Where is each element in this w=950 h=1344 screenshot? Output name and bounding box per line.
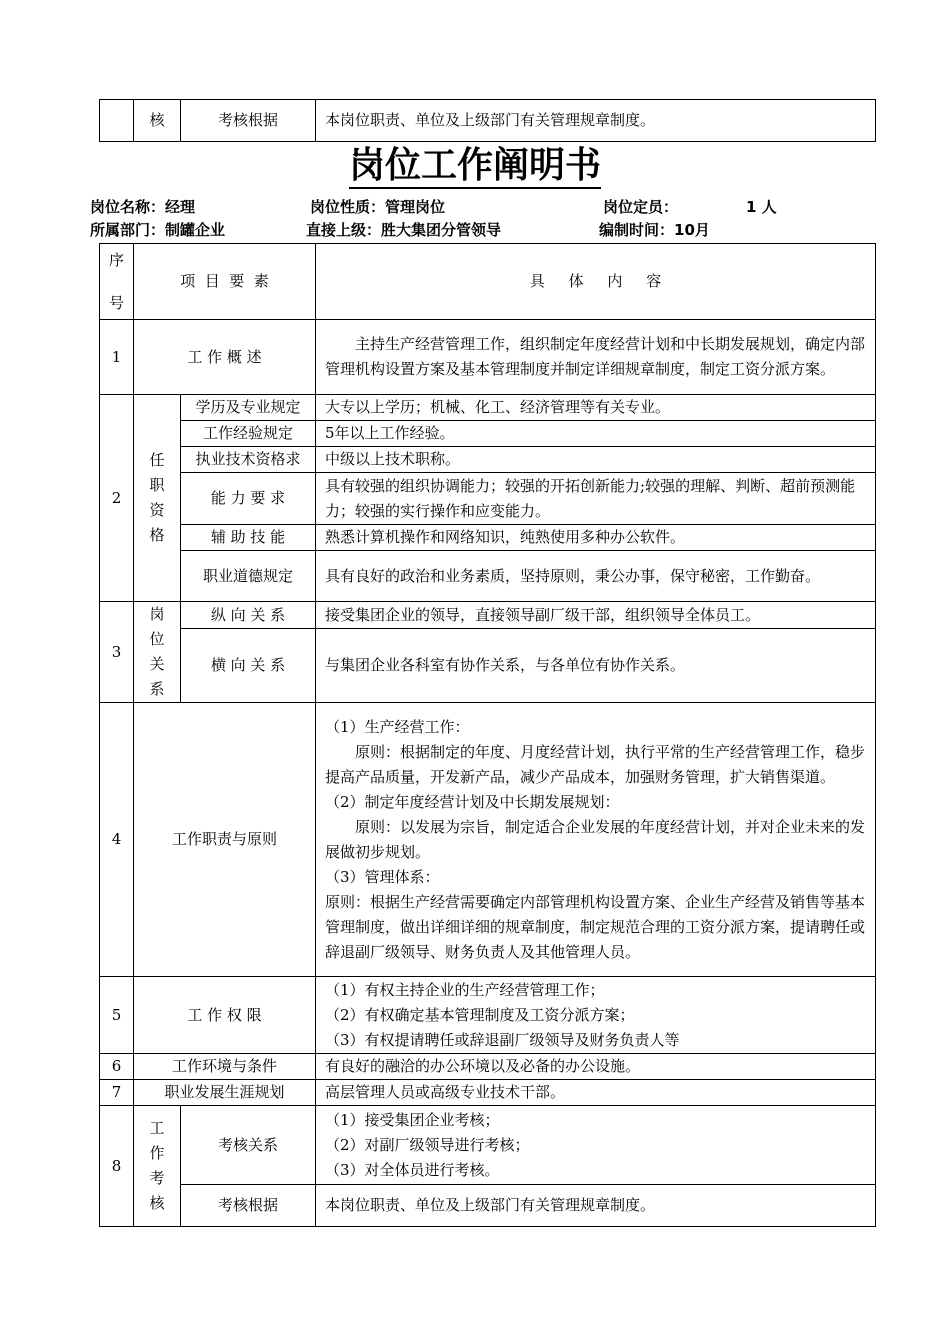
table-row (100, 473, 876, 525)
table-row (100, 447, 876, 473)
table-row (100, 395, 876, 421)
table-row (100, 602, 876, 629)
sub-content: 接受集团企业的领导，直接领导副厂级干部，组织领导全体员工。 (316, 602, 876, 629)
row-content-text: 主持生产经营管理工作，组织制定年度经营计划和中长期发展规划，确定内部管理机构设置方案及基本管理制度并制定详细规章制度，制定工资分派方案。 (325, 335, 866, 378)
row-item: 职业发展生涯规划 (134, 1080, 316, 1106)
header-seq-top: 序 (108, 250, 124, 269)
content-line: 原则：以发展为宗旨，制定适合企业发展的年度经营计划，并对企业未来的发展做初步规划。 (325, 817, 866, 861)
row-item: 工作环境与条件 (134, 1054, 316, 1080)
sub-content: 熟悉计算机操作和网络知识，纯熟使用多种办公软件。 (316, 525, 876, 551)
row-item: 工作职责与原则 (134, 703, 316, 977)
row-number: 8 (100, 1106, 134, 1227)
continuation-item-cell: 考核根据 (181, 100, 316, 142)
sub-item: 能 力 要 求 (181, 473, 316, 525)
position-nature: 岗位性质：管理岗位 (310, 198, 446, 216)
table-row (100, 421, 876, 447)
sub-content: 中级以上技术职称。 (316, 447, 876, 473)
table-row (100, 703, 876, 977)
group-label-relations (134, 602, 181, 703)
content-line: （2）对副厂级领导进行考核； (325, 1135, 530, 1154)
table-row (100, 525, 876, 551)
document-title (0, 143, 950, 187)
header-item: 项 目 要 素 (134, 244, 316, 320)
sub-item: 纵 向 关 系 (181, 602, 316, 629)
sub-item: 考核根据 (181, 1185, 316, 1227)
table-row (100, 1080, 876, 1106)
direct-superior: 直接上级：胜大集团分管领导 (306, 221, 502, 239)
table-row (100, 1185, 876, 1227)
group-char: 资 (149, 501, 165, 519)
table-header-row (100, 244, 876, 320)
row-content: 有良好的融洽的办公环境以及必备的办公设施。 (316, 1054, 876, 1080)
continuation-group-cell: 核 (134, 100, 181, 142)
row-number: 3 (100, 602, 134, 703)
table-row (100, 629, 876, 703)
row-content: 高层管理人员或高级专业技术干部。 (316, 1080, 876, 1106)
row-item: 工 作 权 限 (134, 977, 316, 1054)
row-number: 5 (100, 977, 134, 1054)
row-content (316, 703, 876, 977)
row-content (316, 977, 876, 1054)
table-row (100, 977, 876, 1054)
content-line: （3）对全体员进行考核。 (325, 1160, 500, 1179)
document-title-text: 岗位工作阐明书 (349, 144, 601, 189)
row-number: 7 (100, 1080, 134, 1106)
group-char: 系 (149, 680, 165, 698)
content-line: （3）管理体系： (325, 867, 440, 886)
content-line: 原则：根据制定的年度、月度经营计划，执行平常的生产经营管理工作，稳步提高产品质量，开发新产品，减少产品成本，加强财务管理，扩大销售渠道。 (325, 742, 866, 786)
row-number: 6 (100, 1054, 134, 1080)
group-char: 格 (149, 526, 165, 544)
sub-content: 与集团企业各科室有协作关系，与各单位有协作关系。 (316, 629, 876, 703)
sub-item: 执业技术资格求 (181, 447, 316, 473)
group-char: 位 (149, 630, 165, 648)
continuation-content-cell: 本岗位职责、单位及上级部门有关管理规章制度。 (316, 100, 876, 142)
sub-item: 工作经验规定 (181, 421, 316, 447)
header-content: 具 体 内 容 (316, 244, 876, 320)
table-row (100, 551, 876, 602)
group-char: 职 (149, 476, 165, 494)
group-char: 考 (149, 1169, 165, 1187)
row-number: 1 (100, 320, 134, 395)
sub-item: 学历及专业规定 (181, 395, 316, 421)
sub-content: 具有较强的组织协调能力；较强的开拓创新能力;较强的理解、判断、超前预测能力；较强的实行操作和应变能力。 (316, 473, 876, 525)
position-name: 岗位名称：经理 (90, 198, 196, 216)
group-char: 关 (149, 655, 165, 673)
table-row (100, 1106, 876, 1185)
content-line: （1）有权主持企业的生产经营管理工作； (325, 980, 605, 999)
group-char: 岗 (149, 605, 165, 623)
group-char: 工 (149, 1119, 165, 1137)
row-item: 工 作 概 述 (134, 320, 316, 395)
content-line: （1）生产经营工作： (325, 717, 470, 736)
row-content (316, 320, 876, 395)
compile-time: 编制时间：10月 (599, 221, 710, 239)
sub-content: 具有良好的政治和业务素质，坚持原则，秉公办事，保守秘密，工作勤奋。 (316, 551, 876, 602)
sub-content: 5年以上工作经验。 (316, 421, 876, 447)
table-row (100, 320, 876, 395)
sub-item: 辅 助 技 能 (181, 525, 316, 551)
row-number: 2 (100, 395, 134, 602)
group-char: 任 (149, 451, 165, 469)
position-quota-label: 岗位定员： (603, 198, 679, 216)
content-line: （2）有权确定基本管理制度及工资分派方案； (325, 1005, 635, 1024)
group-label-qualifications (134, 395, 181, 602)
continuation-seq-cell (100, 100, 134, 142)
content-line: （3）有权提请聘任或辞退副厂级领导及财务负责人等 (325, 1030, 680, 1049)
job-description-table (99, 243, 876, 1227)
header-seq (100, 244, 134, 320)
group-char: 作 (149, 1144, 165, 1162)
sub-item: 横 向 关 系 (181, 629, 316, 703)
table-row (100, 1054, 876, 1080)
group-label-assessment (134, 1106, 181, 1227)
row-number: 4 (100, 703, 134, 977)
sub-item: 职业道德规定 (181, 551, 316, 602)
sub-item: 考核关系 (181, 1106, 316, 1185)
sub-content: 大专以上学历；机械、化工、经济管理等有关专业。 (316, 395, 876, 421)
content-line: （1）接受集团企业考核； (325, 1110, 500, 1129)
department: 所属部门：制罐企业 (90, 221, 226, 239)
header-seq-bottom: 号 (108, 293, 124, 312)
position-quota-value: 1 人 (746, 198, 777, 216)
content-line: （2）制定年度经营计划及中长期发展规划： (325, 792, 620, 811)
content-line: 原则：根据生产经营需要确定内部管理机构设置方案、企业生产经营及销售等基本管理制度，做出详细详细的规章制度，制定规范合理的工资分派方案，提请聘任或辞退副厂级领导、财务负责人及其他管理人员。 (325, 892, 866, 961)
continuation-table (99, 99, 876, 142)
group-char: 核 (149, 1194, 165, 1212)
sub-content (316, 1106, 876, 1185)
sub-content: 本岗位职责、单位及上级部门有关管理规章制度。 (316, 1185, 876, 1227)
